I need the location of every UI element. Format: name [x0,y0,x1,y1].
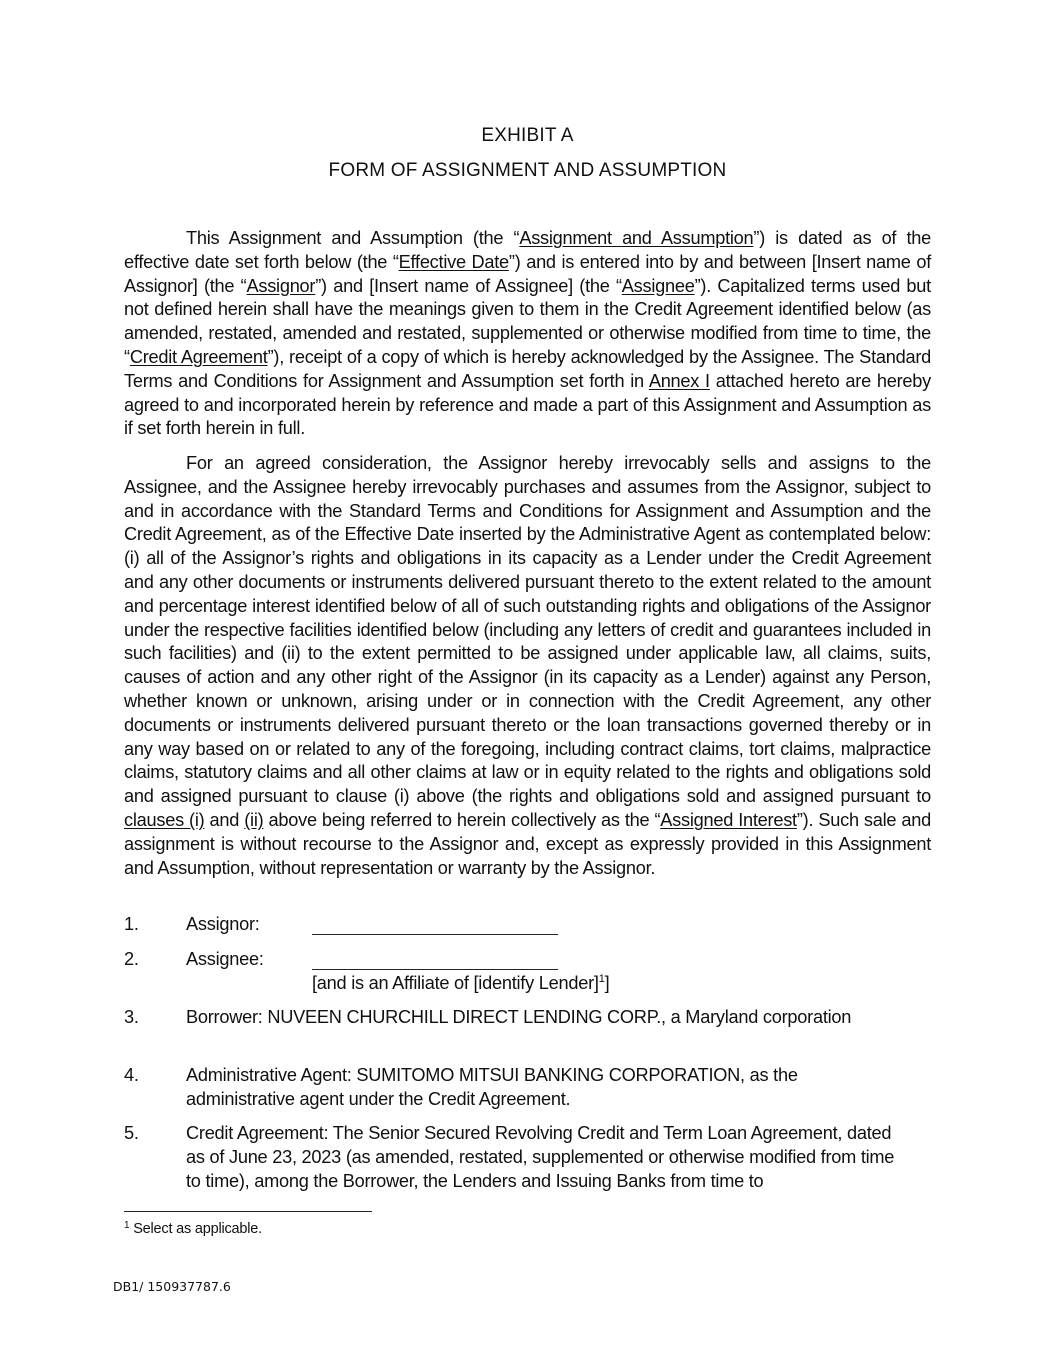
intro-paragraph [124,227,931,441]
defined-term-assignor: Assignor [246,275,316,296]
defined-term-effective-date: Effective Date [398,251,509,272]
item-number: 2. [124,949,139,969]
text-run: This Assignment and Assumption (the “ [186,228,520,248]
defined-term-credit-agreement: Credit Agreement [129,346,268,367]
document-id: DB1/ 150937787.6 [113,1279,231,1294]
item-label: Assignee: [186,949,264,969]
form-title: FORM OF ASSIGNMENT AND ASSUMPTION [328,160,727,181]
text-run: ”). Such sale and assignment is without recourse to the Assignor and, except as expressly provided in this Assignment and Assumption, without representation or warranty by the Assignor. [124,809,931,878]
footnote-reference[interactable]: 1 [598,973,605,985]
item-number: 4. [124,1065,139,1085]
item-number: 5. [124,1123,139,1143]
item-number: 3. [124,1007,139,1027]
text-run: For an agreed consideration, the Assignor hereby irrevocably sells and assigns to the Assignee, and the Assignee hereby irrevocably purchases and assumes from the Assignor, subject to and in accordance with the Standard Terms and Conditions for Assignment and Assumption and the Credit Agreement, as of the Effective Date inserted by the Administrative Agent as contemplated below: (i) all of the Assignor’s rights and obligations in its capacity as a Lender under the Credit Agreement and any other documents or instruments delivered pursuant thereto to the extent related to the amount and percentage interest identified below of all of such outstanding rights and obligations of the Assignor under the respective facilities identified below (including any letters of credit and guarantees included in such facilities) and (ii) to the extent permitted to be assigned under applicable law, all claims, suits, causes of action and any other right of the Assignor (in its capacity as a Lender) against any Person, whether known or unknown, arising under or in connection with the Credit Agreement, any other documents or instruments delivered pursuant thereto or the loan transactions governed thereby or in any way based on or related to any of the foregoing, including contract claims, tort claims, malpractice claims, statutory claims and all other claims at law or in equity related to the rights and obligations sold and assigned pursuant to clause (i) above (the rights and obligations sold and assigned pursuant to [124,453,931,807]
annex-reference: Annex I [648,370,710,391]
footnote-separator [124,1211,372,1212]
exhibit-title: EXHIBIT A [481,125,574,146]
text-run: above being referred to herein collectively as the “ [263,809,661,830]
item-number: 1. [124,914,139,934]
affiliate-close: ] [604,973,610,993]
affiliate-note [312,972,609,996]
text-run: ”) and is entered into by and between [Insert name of Assignor] (the “ [124,251,931,296]
assignee-blank-line[interactable] [312,969,558,970]
assignor-blank-line[interactable] [312,934,558,935]
text-run: ”) and [Insert name of Assignee] (the “ [315,275,622,296]
text-run: ”) is dated as of the effective date set forth below (the “ [124,228,932,272]
clause-reference-ii: (ii) [244,809,264,830]
consideration-paragraph [124,452,931,880]
footnote [124,1221,262,1237]
text-run: ”), receipt of a copy of which is hereby acknowledged by the Assignee. The Standard Terms and Conditions for Assignment and Assumption set forth in [124,346,931,391]
item-text: Administrative Agent: SUMITOMO MITSUI BANKING CORPORATION, as the administrative agent under the Credit Agreement. [186,1065,798,1109]
item-label: Assignor: [186,914,260,934]
defined-term-assigned-interest: Assigned Interest [660,809,797,830]
item-text: Borrower: NUVEEN CHURCHILL DIRECT LENDING CORP., a Maryland corporation [186,1007,852,1027]
text-run: and [204,809,245,830]
text-run: ”). Capitalized terms used but not defined herein shall have the meanings given to them in the Credit Agreement identified below (as amended, restated, amended and restated, supplemented or otherwise modified from time to time, the “ [124,275,931,367]
defined-term-assignment-and-assumption: Assignment and Assumption [519,228,754,248]
footnote-text: Select as applicable. [129,1221,263,1237]
footnote-marker: 1 [124,1220,130,1231]
text-run: attached hereto are hereby agreed to and incorporated herein by reference and made a part of this Assignment and Assumption as if set forth herein in full. [124,370,931,439]
clause-reference-i: clauses (i) [124,809,205,830]
affiliate-text: [and is an Affiliate of [identify Lender] [312,973,599,993]
defined-term-assignee: Assignee [621,275,695,296]
item-text: Credit Agreement: The Senior Secured Revolving Credit and Term Loan Agreement, dated as of June 23, 2023 (as amended, restated, supplemented or otherwise modified from time to time), among the Borrower, the Lenders and Issuing Banks from time to [186,1123,895,1191]
